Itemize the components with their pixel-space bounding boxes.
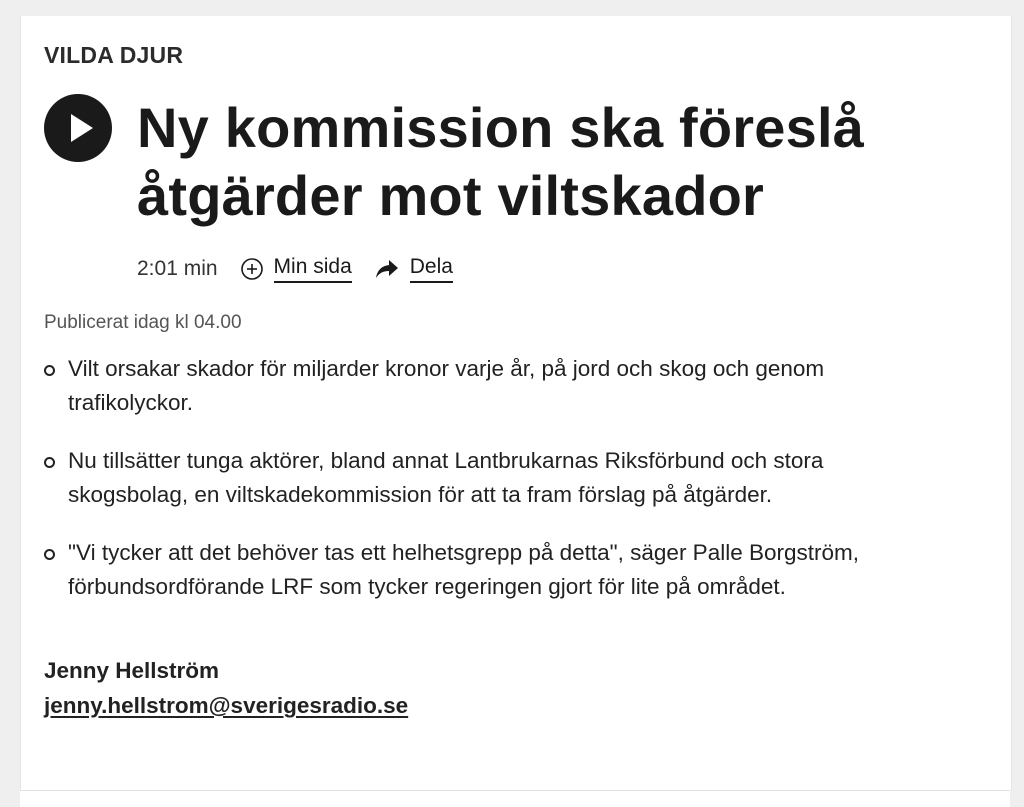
headline-line-2: åtgärder mot viltskador	[137, 164, 764, 227]
list-item	[44, 352, 944, 420]
headline-line-1: Ny kommission ska föreslå	[137, 96, 865, 159]
author-name: Jenny Hellström	[44, 658, 220, 683]
my-page-label: Min sida	[274, 255, 352, 283]
list-item-text: "Vi tycker att det behöver tas ett helhetsgrepp på detta", säger Palle Borgström, förbundsordförande LRF som tycker regeringen gjort för lite på området.	[68, 540, 859, 599]
author-email-link[interactable]: jenny.hellstrom@sverigesradio.se	[44, 693, 409, 718]
list-item-text: Nu tillsätter tunga aktörer, bland annat Lantbrukarnas Riksförbund och stora skogsbolag, en viltskadekommission för att ta fram förslag på åtgärder.	[68, 448, 824, 507]
play-icon	[44, 94, 112, 162]
share-arrow-icon	[374, 258, 400, 280]
article-card	[20, 16, 1012, 790]
published-time: Publicerat idag kl 04.00	[44, 312, 242, 333]
summary-list	[44, 352, 944, 628]
bullet-icon	[44, 365, 55, 376]
list-item-text: Vilt orsakar skador för miljarder kronor varje år, på jord och skog och genom trafikolyckor.	[68, 356, 825, 415]
list-item	[44, 444, 944, 512]
play-button[interactable]	[44, 94, 112, 162]
share-button[interactable]	[374, 255, 453, 283]
list-item	[44, 536, 944, 604]
bullet-icon	[44, 549, 55, 560]
plus-circle-icon	[240, 257, 264, 281]
headline	[137, 94, 997, 230]
my-page-button[interactable]	[240, 255, 352, 283]
meta-row	[137, 252, 475, 286]
share-label: Dela	[410, 255, 453, 283]
bullet-icon	[44, 457, 55, 468]
next-section-edge	[20, 790, 1010, 807]
category-link[interactable]: VILDA DJUR	[44, 42, 184, 68]
duration: 2:01 min	[137, 257, 218, 280]
